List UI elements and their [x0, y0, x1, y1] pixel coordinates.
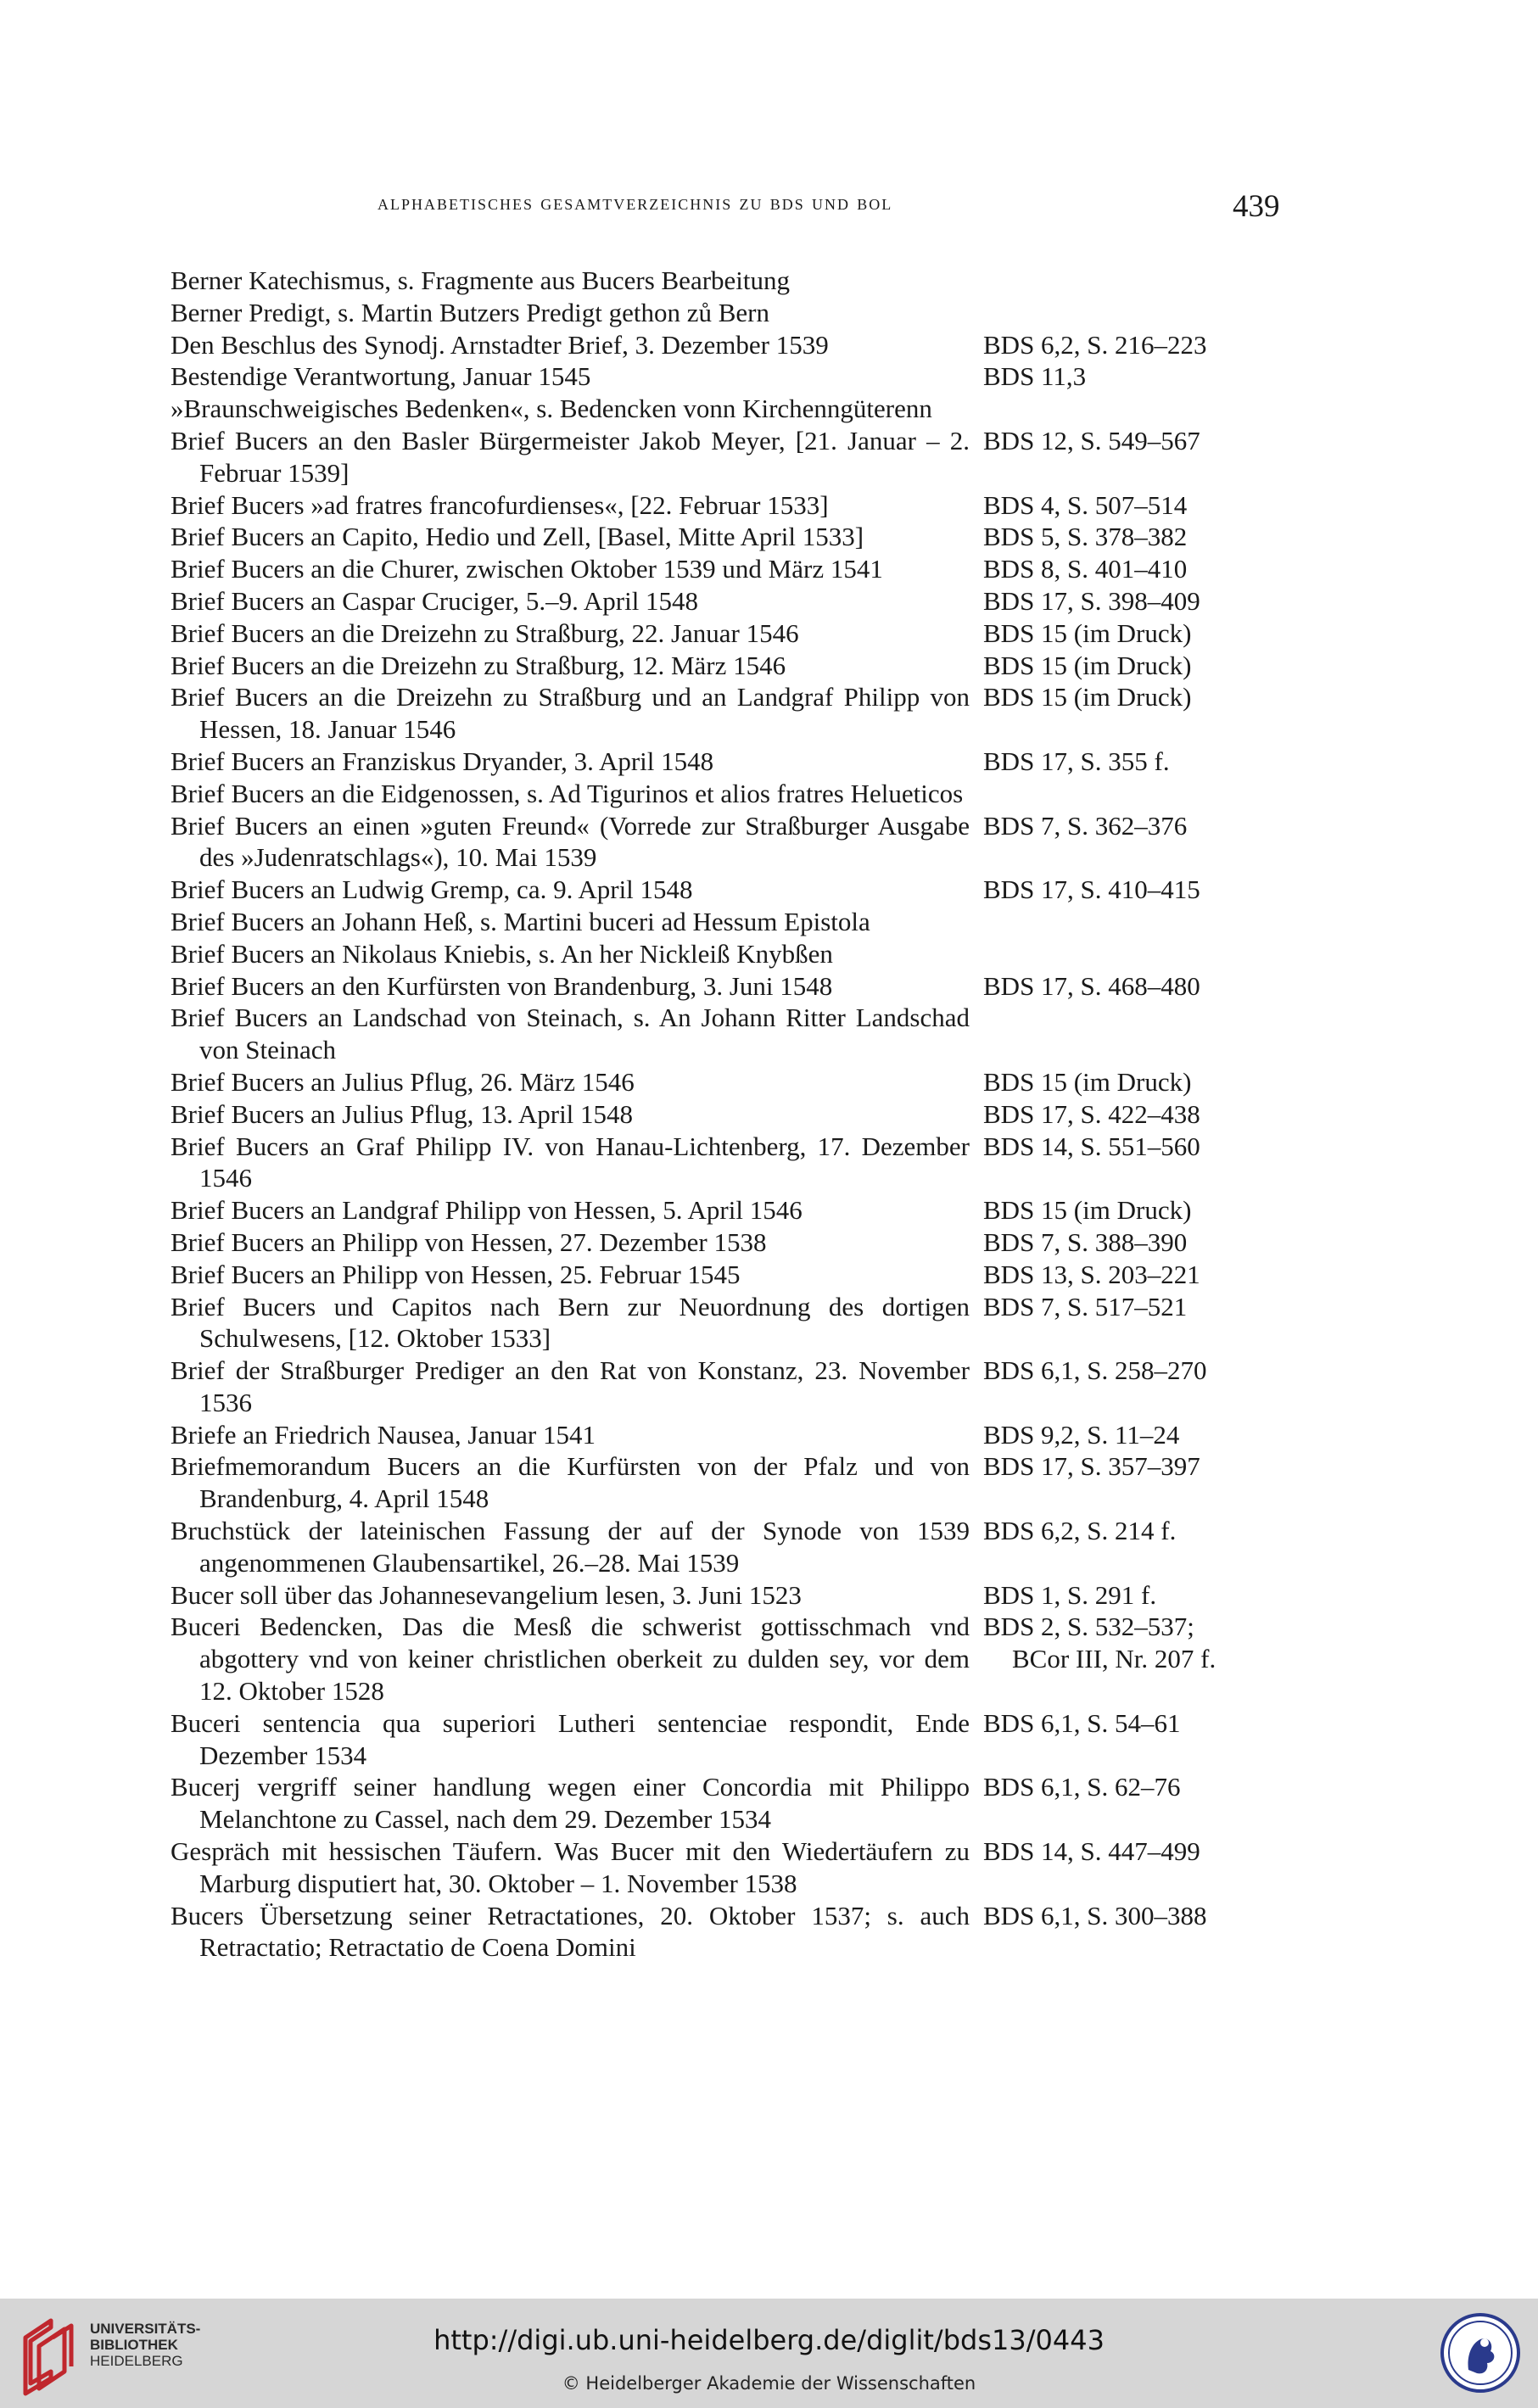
index-entry	[171, 329, 1265, 361]
index-entry	[171, 1131, 1265, 1195]
index-entry	[171, 425, 1265, 489]
entry-title: Bruchstück der lateinischen Fassung der auf der Synode von 1539 angenommenen Glaubensartikel, 26.–28. Mai 1539	[171, 1516, 970, 1578]
entry-reference-text: BDS 6,1, S. 54–61	[983, 1707, 1181, 1738]
index-entry	[171, 1419, 1265, 1451]
academy-seal-icon	[1438, 2310, 1523, 2395]
index-entry	[171, 1900, 1265, 1964]
entry-title: Brief Bucers an Nikolaus Kniebis, s. An her Nickleiß Knybßen	[171, 938, 833, 969]
entry-title: Brief Bucers an den Basler Bürgermeister Jakob Meyer, [21. Januar – 2. Februar 1539]	[171, 425, 970, 488]
entry-reference	[983, 1707, 1181, 1740]
entry-reference-text: BDS 6,1, S. 300–388	[983, 1900, 1207, 1930]
index-entry	[171, 938, 1265, 970]
entry-reference	[983, 1611, 1216, 1675]
entry-reference	[983, 489, 1187, 522]
entry-title: Berner Katechismus, s. Fragmente aus Bucers Bearbeitung	[171, 265, 791, 295]
entry-reference	[983, 1131, 1200, 1163]
entry-title: Brief Bucers an die Dreizehn zu Straßburg, 22. Januar 1546	[171, 617, 799, 648]
entry-title: Brief Bucers an Landschad von Steinach, s. An Johann Ritter Landschad von Steinach	[171, 1003, 970, 1065]
entry-reference-text: BDS 9,2, S. 11–24	[983, 1419, 1180, 1450]
entry-reference-text: BDS 17, S. 422–438	[983, 1098, 1200, 1129]
index-entry	[171, 1771, 1265, 1835]
entry-title: Brief Bucers »ad fratres francofurdienses«, [22. Februar 1533]	[171, 489, 829, 520]
index-entry	[171, 1450, 1265, 1515]
index-entry	[171, 746, 1265, 778]
entry-title: Bestendige Verantwortung, Januar 1545	[171, 361, 591, 392]
entry-reference	[983, 681, 1191, 713]
index-entry	[171, 906, 1265, 938]
entry-reference	[983, 650, 1191, 682]
entry-reference	[983, 1900, 1207, 1932]
index-entry	[171, 1611, 1265, 1707]
entry-reference	[983, 1450, 1200, 1483]
index-entry	[171, 1515, 1265, 1579]
entry-reference-text: BDS 11,3	[983, 361, 1087, 392]
entry-reference-text: BDS 6,2, S. 214 f.	[983, 1516, 1177, 1546]
entry-reference-text: BDS 5, S. 378–382	[983, 522, 1188, 552]
entry-reference	[983, 553, 1187, 585]
entry-title: Brief Bucers an Philipp von Hessen, 25. Februar 1545	[171, 1259, 741, 1289]
entry-reference	[983, 970, 1200, 1003]
entry-reference	[983, 1419, 1179, 1451]
entry-reference	[983, 360, 1086, 393]
entry-reference	[983, 1259, 1200, 1291]
index-entry	[171, 617, 1265, 650]
index-entry	[171, 585, 1265, 617]
copyright-notice: © Heidelberger Akademie der Wissenschaften	[562, 2373, 976, 2394]
entry-reference-text: BDS 15 (im Druck)	[983, 1195, 1192, 1226]
entry-reference	[983, 1226, 1187, 1259]
entry-title: Brief Bucers an Capito, Hedio und Zell, [Basel, Mitte April 1533]	[171, 522, 864, 552]
entry-reference-text: BDS 17, S. 468–480	[983, 970, 1200, 1001]
index-entry	[171, 778, 1265, 810]
entry-reference-text: BDS 7, S. 517–521	[983, 1291, 1188, 1321]
entry-reference	[983, 1771, 1181, 1803]
entry-reference-text: BDS 14, S. 551–560	[983, 1131, 1200, 1161]
entry-reference	[983, 1194, 1191, 1226]
entry-title: Berner Predigt, s. Martin Butzers Predigt gethon zů Bern	[171, 297, 769, 327]
entry-title: Bucerj vergriff seiner handlung wegen einer Concordia mit Philippo Melanchtone zu Cassel, nach dem 29. Dezember 1534	[171, 1772, 970, 1835]
logo-line-2: BIBLIOTHEK	[90, 2337, 178, 2353]
index-entry	[171, 1835, 1265, 1900]
entry-title: Buceri Bedencken, Das die Mesß die schwerist gottisschmach vnd abgottery vnd von keiner christlichen oberkeit zu dulden sey, vor dem 12. Oktober 1528	[171, 1612, 970, 1707]
entry-reference-text: BDS 6,2, S. 216–223	[983, 329, 1207, 360]
entry-title: Brief Bucers an Johann Heß, s. Martini buceri ad Hessum Epistola	[171, 906, 870, 936]
entry-reference-text: BDS 6,1, S. 258–270	[983, 1355, 1207, 1386]
index-entries	[171, 265, 1265, 1964]
index-entry	[171, 1098, 1265, 1131]
entry-title: Brief Bucers an Ludwig Gremp, ca. 9. April 1548	[171, 874, 693, 905]
page-number: 439	[1233, 189, 1280, 224]
entry-reference	[983, 810, 1187, 842]
entry-title: Brief Bucers an die Churer, zwischen Oktober 1539 und März 1541	[171, 554, 883, 584]
entry-reference	[983, 1291, 1187, 1323]
entry-reference	[983, 746, 1170, 778]
entry-title: Bucer soll über das Johannesevangelium lesen, 3. Juni 1523	[171, 1579, 802, 1610]
index-entry	[171, 681, 1265, 746]
entry-reference	[983, 1835, 1200, 1868]
entry-reference	[983, 425, 1200, 457]
entry-reference-text: BDS 13, S. 203–221	[983, 1259, 1200, 1289]
entry-title: »Braunschweigisches Bedenken«, s. Bedencken vonn Kirchenngüterenn	[171, 394, 932, 424]
index-entry	[171, 874, 1265, 906]
index-entry	[171, 1355, 1265, 1419]
entry-reference-text: BDS 15 (im Druck)	[983, 682, 1192, 712]
entry-reference-text: BDS 17, S. 398–409	[983, 585, 1200, 616]
entry-title: Briefmemorandum Bucers an die Kurfürsten von der Pfalz und von Brandenburg, 4. April 1548	[171, 1451, 970, 1514]
index-entry	[171, 1579, 1265, 1612]
index-entry	[171, 970, 1265, 1003]
index-entry	[171, 1194, 1265, 1226]
entry-title: Brief Bucers an die Eidgenossen, s. Ad Tigurinos et alios fratres Helueticos	[171, 778, 964, 808]
index-entry	[171, 1226, 1265, 1259]
index-entry	[171, 810, 1265, 874]
entry-reference-text: BDS 8, S. 401–410	[983, 554, 1188, 584]
index-entry	[171, 489, 1265, 522]
entry-reference	[983, 585, 1200, 617]
entry-title: Brief Bucers an Landgraf Philipp von Hessen, 5. April 1546	[171, 1195, 803, 1226]
entry-reference	[983, 329, 1207, 361]
entry-reference	[983, 617, 1191, 650]
entry-title: Brief Bucers an die Dreizehn zu Straßburg, 12. März 1546	[171, 650, 786, 680]
entry-title: Briefe an Friedrich Nausea, Januar 1541	[171, 1419, 596, 1450]
entry-reference-text: BDS 15 (im Druck)	[983, 650, 1192, 680]
entry-reference	[983, 1579, 1156, 1612]
index-entry	[171, 360, 1265, 393]
index-entry	[171, 1002, 1265, 1066]
entry-reference	[983, 1355, 1207, 1387]
entry-title: Brief Bucers an Julius Pflug, 26. März 1546	[171, 1066, 635, 1097]
index-entry	[171, 1259, 1265, 1291]
entry-title: Brief Bucers und Capitos nach Bern zur Neuordnung des dortigen Schulwesens, [12. Oktober 1533]	[171, 1291, 970, 1354]
entry-reference-text: BDS 15 (im Druck)	[983, 617, 1192, 648]
entry-reference	[983, 521, 1187, 553]
running-title: alphabetisches gesamtverzeichnis zu bds und bol	[378, 192, 893, 215]
index-entry	[171, 1291, 1265, 1355]
entry-title: Brief Bucers an Philipp von Hessen, 27. Dezember 1538	[171, 1226, 767, 1257]
source-url-link[interactable]: http://digi.ub.uni-heidelberg.de/diglit/bds13/0443	[433, 2324, 1105, 2356]
entry-reference-text: BDS 2, S. 532–537;	[983, 1612, 1194, 1642]
entry-title: Brief Bucers an die Dreizehn zu Straßburg und an Landgraf Philipp von Hessen, 18. Januar 1546	[171, 682, 970, 745]
index-entry	[171, 553, 1265, 585]
index-entry	[171, 393, 1265, 425]
footer-bar	[0, 2299, 1538, 2408]
entry-reference	[983, 874, 1200, 906]
entry-reference-continuation: BCor III, Nr. 207 f.	[1012, 1644, 1216, 1674]
entry-reference	[983, 1515, 1176, 1547]
entry-reference-text: BDS 1, S. 291 f.	[983, 1579, 1157, 1610]
entry-reference-text: BDS 14, S. 447–499	[983, 1836, 1200, 1867]
entry-reference-text: BDS 12, S. 549–567	[983, 425, 1200, 455]
entry-reference-text: BDS 4, S. 507–514	[983, 489, 1188, 520]
logo-line-1: UNIVERSITÄTS-	[90, 2321, 201, 2337]
entry-title: Brief der Straßburger Prediger an den Rat von Konstanz, 23. November 1536	[171, 1355, 970, 1417]
entry-title: Brief Bucers an den Kurfürsten von Brandenburg, 3. Juni 1548	[171, 970, 833, 1001]
entry-reference	[983, 1066, 1191, 1098]
index-entry	[171, 297, 1265, 329]
entry-reference-text: BDS 15 (im Druck)	[983, 1066, 1192, 1097]
entry-reference-text: BDS 7, S. 362–376	[983, 810, 1188, 841]
entry-title: Brief Bucers an Graf Philipp IV. von Hanau-Lichtenberg, 17. Dezember 1546	[171, 1131, 970, 1193]
index-entry	[171, 521, 1265, 553]
index-entry	[171, 650, 1265, 682]
entry-title: Brief Bucers an Julius Pflug, 13. April 1548	[171, 1098, 634, 1129]
entry-title: Brief Bucers an einen »guten Freund« (Vorrede zur Straßburger Ausgabe des »Judenratschlags«), 10. Mai 1539	[171, 810, 970, 873]
entry-reference-text: BDS 7, S. 388–390	[983, 1226, 1188, 1257]
index-entry	[171, 1066, 1265, 1098]
entry-title: Brief Bucers an Franziskus Dryander, 3. April 1548	[171, 746, 714, 776]
entry-title: Brief Bucers an Caspar Cruciger, 5.–9. April 1548	[171, 585, 699, 616]
entry-reference	[983, 1098, 1200, 1131]
entry-reference-text: BDS 17, S. 410–415	[983, 874, 1200, 905]
index-entry	[171, 265, 1265, 297]
entry-title: Gespräch mit hessischen Täufern. Was Bucer mit den Wiedertäufern zu Marburg disputiert hat, 30. Oktober – 1. November 1538	[171, 1836, 970, 1898]
entry-title: Bucers Übersetzung seiner Retractationes, 20. Oktober 1537; s. auch Retractatio; Retractatio de Coena Domini	[171, 1900, 970, 1963]
entry-title: Den Beschlus des Synodj. Arnstadter Brief, 3. Dezember 1539	[171, 329, 829, 360]
entry-title: Buceri sentencia qua superiori Lutheri sentenciae respondit, Ende Dezember 1534	[171, 1707, 970, 1770]
entry-reference-text: BDS 17, S. 355 f.	[983, 746, 1170, 776]
logo-line-3: HEIDELBERG	[90, 2353, 183, 2369]
entry-reference-text: BDS 17, S. 357–397	[983, 1451, 1200, 1482]
index-entry	[171, 1707, 1265, 1772]
entry-reference-text: BDS 6,1, S. 62–76	[983, 1772, 1181, 1802]
